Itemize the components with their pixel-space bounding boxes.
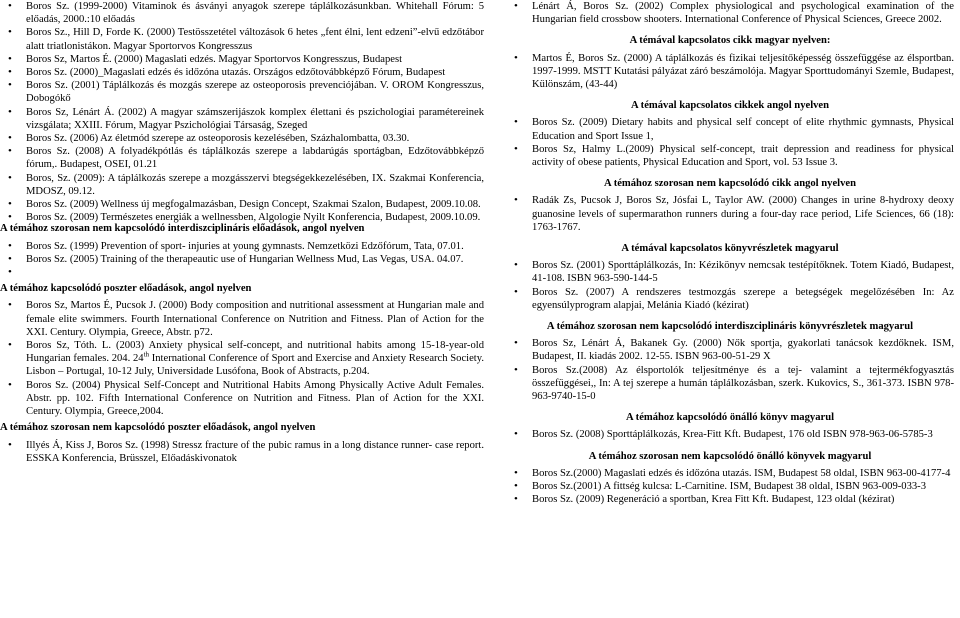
list-item: • Boros Sz. (1999) Prevention of sport- injuries at young gymnasts. Nemzetközi Edzőfórum, Tata, 07.01. (0, 240, 484, 253)
list-item: • Boros Sz.(2008) Az élsportolók teljesítménye és a tej- valamint a tejtermékfogyasztás összefüggései,, In: A tej szerepe a humán táplálkozásban, szerk. Kukovics, S., 361-373. ISBN 978-963-9740-15-0 (506, 364, 954, 404)
section-heading: A témához szorosan nem kapcsolódó poszter előadások, angol nyelven (0, 422, 316, 434)
list-item (0, 339, 484, 379)
list-item: • Boros Sz.(2001) A fittség kulcsa: L-Carnitine. ISM, Budapest 38 oldal, ISBN 963-009-033-3 (506, 480, 954, 493)
article-list-en (506, 116, 954, 169)
section-heading: A témához szorosan nem kapcsolódó interdiszciplináris előadások, angol nyelven (0, 223, 365, 235)
list-item: • Boros Sz. (2008) A folyadékpótlás és táplálkozás szerepe a labdarúgás sportágban, Edzőtovábbképző fórum,. Budapest, OSEI, 01.21 (0, 145, 484, 171)
superscript: th (143, 350, 150, 359)
list-item: • Boros Sz. (2001) Táplálkozás és mozgás szerepe az osteoporosis prevenciójában. V. OROM Kongresszus, Dobogókő (0, 79, 484, 105)
list-item: • Boros Sz. (2009) Regeneráció a sportban, Krea Fitt Kft. Budapest, 123 oldal (kézirat) (506, 493, 954, 506)
section-heading: A témával kapcsolatos könyvrészletek magyarul (621, 243, 839, 255)
left-column (0, 0, 484, 465)
list-item-empty (0, 266, 484, 279)
list-item: • Lénárt Á, Boros Sz. (2002) Complex physiological and psychological examination of the Hungarian field crossbow shooters. International Conference of Physical Sciences, Greece 2002. (506, 0, 954, 26)
lecture-list-continued (506, 0, 954, 26)
section-heading: A témához szorosan nem kapcsolódó önálló könyvek magyarul (588, 450, 872, 462)
list-item: • Boros Sz, Lénárt Á, Bakanek Gy. (2000) Nők sportja, gyakorlati tanácsok kezdőknek. ISM, Budapest, II. kiadás 2002. 12-55. ISBN 963-00-51-29 X (506, 337, 954, 363)
section-heading: A témához szorosan nem kapcsolódó cikk angol nyelven (603, 178, 856, 190)
book-list (506, 428, 954, 441)
list-item: • Boros Sz, Halmy L.(2009) Physical self-concept, trait depression and readiness for physical activity of obese patients, Physical Education and Sport, vol. 53 Issue 3. (506, 143, 954, 169)
list-item: • Boros Sz. (2008) Sporttáplálkozás, Krea-Fitt Kft. Budapest, 176 old ISBN 978-963-06-5785-3 (506, 428, 954, 441)
list-item: • Boros Sz. (2004) Physical Self-Concept and Nutritional Habits Among Physically Active Adult Females. Abstr. pp. 102. Fifth International Conference on Nutrition and Fitness. Plan of Action for the XXI. Century. Olympia, Greece,2004. (0, 379, 484, 419)
list-item-text: International Conference of Sport and Exercise and Anxiety Research Society. Lisbon – Portugal, 10-12 July, Universidade Lusófona, Book of Abstracts, p.204. (26, 353, 484, 378)
list-item: • Boros Sz, Martos É. (2000) Magaslati edzés. Magyar Sportorvos Kongresszus, Budapest (0, 53, 484, 66)
list-item: • Boros Sz.(2000) Magaslati edzés és időzóna utazás. ISM, Budapest 58 oldal, ISBN 963-00-4177-4 (506, 467, 954, 480)
list-item: • Boros Sz, Martos É, Pucsok J. (2000) Body composition and nutritional assessment at Hungarian male and female elite swimmers. Fourth International Conference on Nutrition and Fitness. Plan of Action for the XXI. Century. Olympia, Greece, Abstr. p72. (0, 299, 484, 339)
lecture-list-hu (0, 0, 484, 224)
book-list-other (506, 467, 954, 507)
list-item: • Boros Sz, Lénárt Á. (2002) A magyar számszerijászok komplex élettani és pszichologiai paramétereinek vizsgálata; XXIII. Fórum, Magyar Pszichológiai Társaság, Szeged (0, 106, 484, 132)
list-item: • Illyés Á, Kiss J, Boros Sz. (1998) Stressz fracture of the pubic ramus in a long distance runner- case report. ESSKA Konferencia, Brüsszel, Előadáskivonatok (0, 439, 484, 465)
section-heading: A témával kapcsolatos cikkek angol nyelven (630, 100, 830, 112)
section-heading: A témával kapcsolatos cikk magyar nyelven: (629, 35, 831, 47)
list-item: • Boros Sz. (2006) Az életmód szerepe az osteoporosis kezelésében, Százhalombatta, 03.30. (0, 132, 484, 145)
list-item: • Boros Sz. (2009) Természetes energiák a wellnessben, Algologie Nyilt Konferencia, Budapest, 2009.10.09. (0, 211, 484, 224)
list-item: • Boros Sz. (2000)_Magaslati edzés és időzóna utazás. Országos edzőtovábbképző Fórum, Budapest (0, 66, 484, 79)
poster-list-other (0, 439, 484, 465)
list-item: • Boros Sz., Hill D, Forde K. (2000) Testösszetétel változások 6 hetes „fent élni, lent edzeni”-elvű edzőtábor alatt triatlonistákon. Magyar Sportorvos Kongresszus (0, 26, 484, 52)
section-heading: A témához kapcsolódó poszter előadások, angol nyelven (0, 283, 252, 295)
list-item: • Boros Sz. (2001) Sporttáplálkozás, In: Kézikönyv nemcsak testépítőknek. Totem Kiadó, Budapest, 41-108. ISBN 963-590-144-5 (506, 259, 954, 285)
list-item: • Martos É, Boros Sz. (2000) A táplálkozás és fizikai teljesítőképesség összefüggése az élsportban. 1997-1999. MSTT Kutatási pályázat záró beszámolója. Magyar Sporttudományi Szemle, Budapest, Különszám, (43-44) (506, 52, 954, 92)
lecture-list-en (0, 240, 484, 280)
book-chapter-list (506, 259, 954, 312)
list-item: • Radák Zs, Pucsok J, Boros Sz, Jósfai L, Taylor AW. (2000) Changes in urine 8-hydroxy deoxy guanosine levels of supermarathon runners during a four-day race period, Life Sciences, 66 (18): 1763-1767. (506, 194, 954, 234)
list-item: • Boros Sz. (2005) Training of the therapeautic use of Hungarian Wellness Mud, Las Vegas, USA. 04.07. (0, 253, 484, 266)
list-item-text: Boros Sz, Tóth. L. (2003) Anxiety physical self-concept, and nutritional habits among 15-18-year-old Hungarian females. 204. 24 (26, 340, 484, 365)
article-list-other (506, 194, 954, 234)
section-heading: A témához szorosan nem kapcsolódó interdiszciplináris könyvrészletek magyarul (546, 321, 914, 333)
list-item: • Boros Sz. (2009) Wellness új megfogalmazásban, Design Concept, Szakmai Szalon, Budapest, 2009.10.08. (0, 198, 484, 211)
right-column (506, 0, 954, 507)
list-item: • Boros, Sz. (2009): A táplálkozás szerepe a mozgásszervi btegségekkezelésében, IX. Szakmai Konferencia, MDOSZ, 09.12. (0, 172, 484, 198)
poster-list-en (0, 299, 484, 418)
list-item: • Boros Sz. (2007) A rendszeres testmozgás szerepe a betegségek megelőzésében In: Az egyensúlyprogram alapjai, Melánia Kiadó (kézirat) (506, 286, 954, 312)
section-heading: A témához kapcsolódó önálló könyv magyarul (625, 412, 835, 424)
list-item: • Boros Sz. (1999-2000) Vitaminok és ásványi anyagok szerepe táplálkozásunkban. Whitehall Fórum: 5 előadás, 2000.:10 előadás (0, 0, 484, 26)
book-chapter-list-other (506, 337, 954, 403)
list-item: • Boros Sz. (2009) Dietary habits and physical self concept of elite rhythmic gymnasts, Physical Education and Sport Issue 1, (506, 116, 954, 142)
article-list-hu (506, 52, 954, 92)
